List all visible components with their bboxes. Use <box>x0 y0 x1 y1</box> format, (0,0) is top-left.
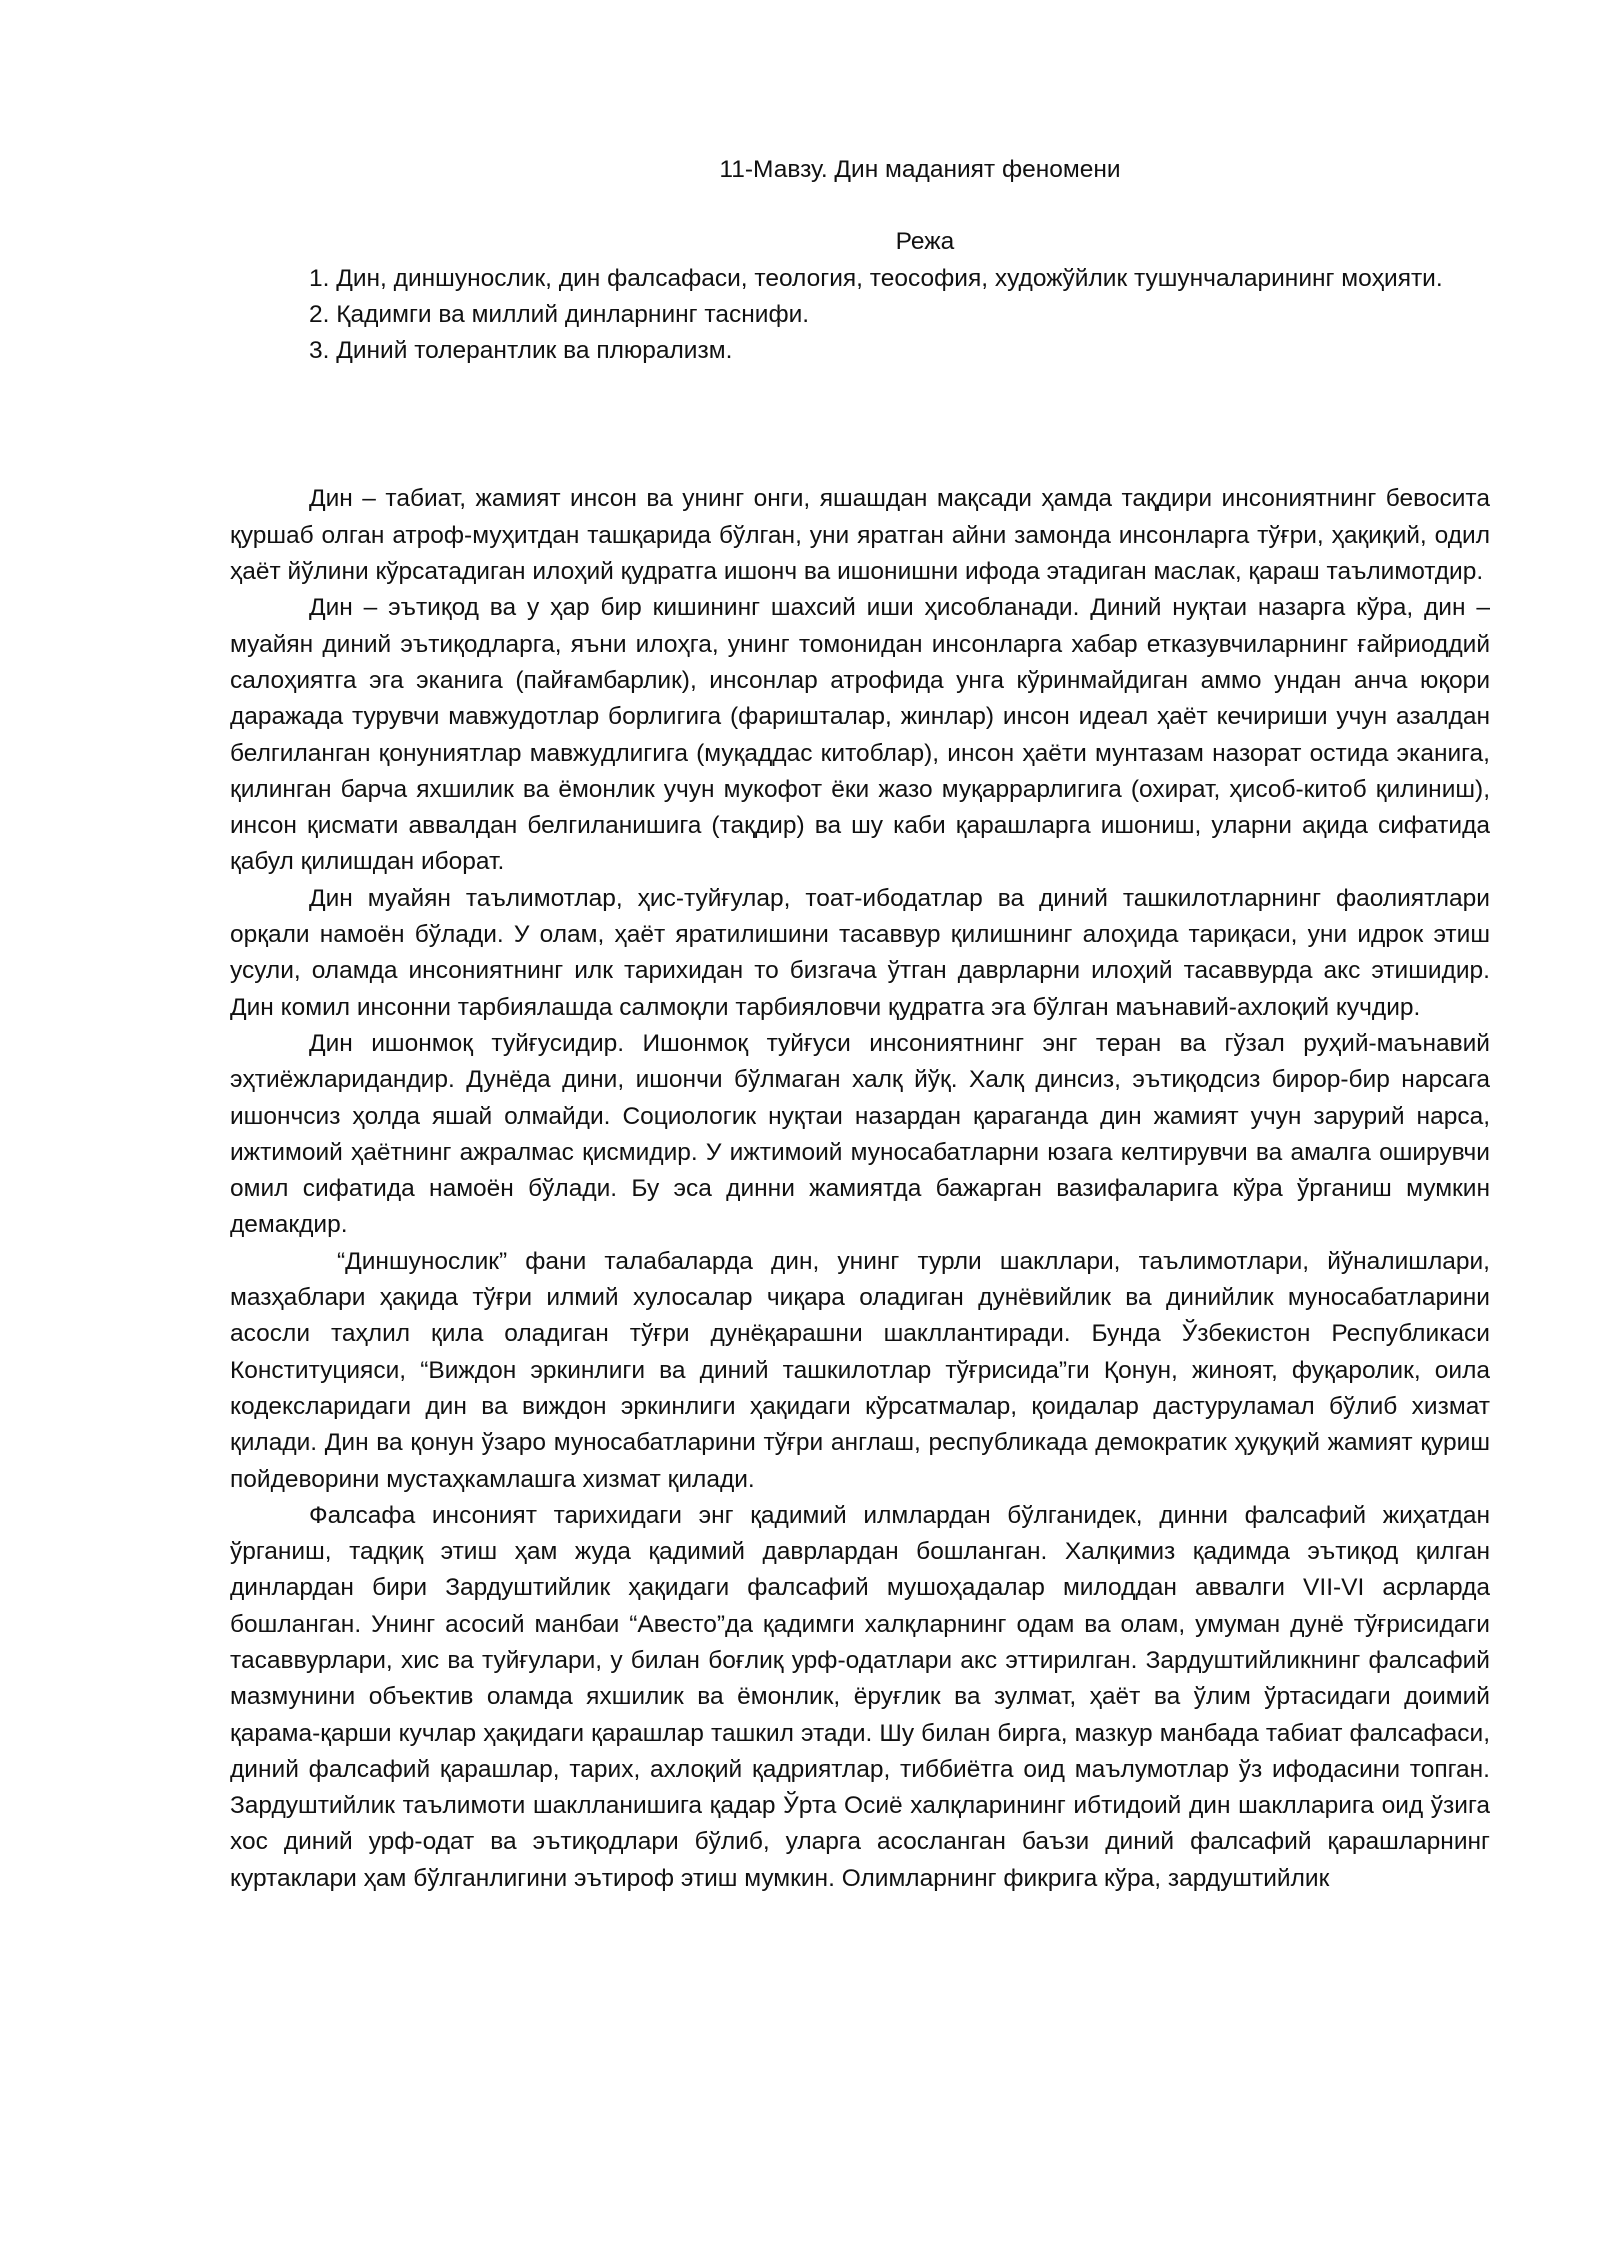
plan-item-1: 1. Дин, диншунослик, дин фалсафаси, теология, теософия, художўйлик тушунчаларининг моҳияти. <box>309 264 1443 292</box>
plan-item-2: 2. Қадимги ва миллий динларнинг таснифи. <box>309 300 810 328</box>
paragraph-religious-studies: “Диншунослик” фани талабаларда дин, унинг турли шакллари, таълимотлари, йўналишлари, мазҳаблари ҳақида тўғри илмий хулосалар чиқара оладиган дунёвийлик ва динийлик муносабатларини асосли таҳлил қила оладиган тўғри дунёқарашни шакллантиради. Бунда Ўзбекистон Республикаси Конституцияси, “Виждон эркинлиги ва диний ташкилотлар тўғрисида”ги Қонун, жиноят, фуқаролик, оила кодексларидаги дин ва виждон эркинлиги ҳақидаги кўрсатмалар, қоидалар дастуруламал бўлиб хизмат қилади. Дин ва қонун ўзаро муносабатларини тўғри англаш, республикада демократик ҳуқуқий жамият қуриш пойдеворини мустаҳкамлашга хизмат қилади. <box>230 1247 1490 1493</box>
plan-list <box>230 261 1490 370</box>
document-page <box>230 152 1490 1897</box>
paragraph-definition: Дин – табиат, жамият инсон ва унинг онги, яшашдан мақсади ҳамда тақдири инсониятнинг бевосита қуршаб олган атроф-муҳитдан ташқарида бўлган, уни яратган айни замонда инсонларга тўғри, ҳақиқий, одил ҳаёт йўлини кўрсатадиган илоҳий қудратга ишонч ва ишонишни ифода этадиган маслак, қараш таълимотдир. <box>230 485 1490 586</box>
paragraph-philosophy: Фалсафа инсоният тарихидаги энг қадимий илмлардан бўлганидек, динни фалсафий жиҳатдан ўрганиш, тадқиқ этиш ҳам жуда қадимий даврлардан бошланган. Халқимиз қадимда эътиқод қилган динлардан бири Зардуштийлик ҳақидаги фалсафий мушоҳадалар милоддан аввалги VII-VI асрларда бошланган. Унинг асосий манбаи “Авесто”да қадимги халқларнинг одам ва олам, умуман дунё тўғрисидаги тасаввурлари, хис ва туйғулари, у билан боғлиқ урф-одатлари акс эттирилган. Зардуштийликнинг фалсафий мазмунини объектив оламда яхшилик ва ёмонлик, ёруғлик ва зулмат, ҳаёт ва ўлим ўртасидаги доимий қарама-қарши кучлар ҳақидаги қарашлар ташкил этади. Шу билан бирга, мазкур манбада табиат фалсафаси, диний фалсафий қарашлар, тарих, ахлоқий қадриятлар, тиббиётга оид маълумотлар ўз ифодасини топган. Зардуштийлик таълимоти шаклланишига қадар Ўрта Осиё халқларининг ибтидоий дин шаклларига оид ўзига хос диний урф-одат ва эътиқодлари бўлиб, уларга асосланган баъзи диний фалсафий қарашларнинг куртаклари ҳам бўлганлигини эътироф этиш мумкин. Олимларнинг фикрига кўра, зардуштийлик <box>230 1501 1490 1892</box>
body-text <box>230 481 1490 1897</box>
document-title: 11-Мавзу. Дин маданият феномени <box>719 156 1121 183</box>
plan-item-3: 3. Диний толерантлик ва плюрализм. <box>309 337 733 365</box>
paragraph-faith-feeling: Дин ишонмоқ туйғусидир. Ишонмоқ туйғуси инсониятнинг энг теран ва гўзал руҳий-маънавий эҳтиёжларидандир. Дунёда дини, ишончи бўлмаган халқ йўқ. Халқ динсиз, эътиқодсиз бирор-бир нарсага ишончсиз ҳолда яшай олмайди. Социологик нуқтаи назардан қараганда дин жамият учун зарурий нарса, ижтимоий ҳаётнинг ажралмас қисмидир. У ижтимоий муносабатларни юзага келтирувчи ва амалга оширувчи омил сифатида намоён бўлади. Бу эса динни жамиятда бажарган вазифаларига кўра ўрганиш мумкин демакдир. <box>230 1029 1490 1239</box>
plan-heading: Режа <box>895 228 955 256</box>
paragraph-belief: Дин – эътиқод ва у ҳар бир кишининг шахсий иши ҳисобланади. Диний нуқтаи назарга кўра, дин – муайян диний эътиқодларга, яъни илоҳга, унинг томонидан инсонларга хабар етказувчиларнинг ғайриоддий салоҳиятга эга эканига (пайғамбарлик), инсонлар атрофида унга кўринмайдиган аммо ундан анча юқори даражада турувчи мавжудотлар борлигига (фаришталар, жинлар) инсон идеал ҳаёт кечириши учун азалдан белгиланган қонуниятлар мавжудлигига (муқаддас китоблар), инсон ҳаёти мунтазам назорат остида эканига, қилинган барча яхшилик ва ёмонлик учун мукофот ёки жазо муқаррарлигига (охират, ҳисоб-китоб қилиниш), инсон қисмати аввалдан белгиланишига (тақдир) ва шу каби қарашларга ишониш, уларни ақида сифатида қабул қилишдан иборат. <box>230 594 1490 876</box>
paragraph-manifestation: Дин муайян таълимотлар, ҳис-туйғулар, тоат-ибодатлар ва диний ташкилотларнинг фаолиятлари орқали намоён бўлади. У олам, ҳаёт яратилишини тасаввур қилишнинг алоҳида тариқаси, уни идрок этиш усули, оламда инсониятнинг илк тарихидан то бизгача ўтган даврларни илоҳий тасаввурда акс этишидир. Дин комил инсонни тарбиялашда салмоқли тарбияловчи қудратга эга бўлган маънавий-ахлоқий кучдир. <box>230 884 1490 1021</box>
